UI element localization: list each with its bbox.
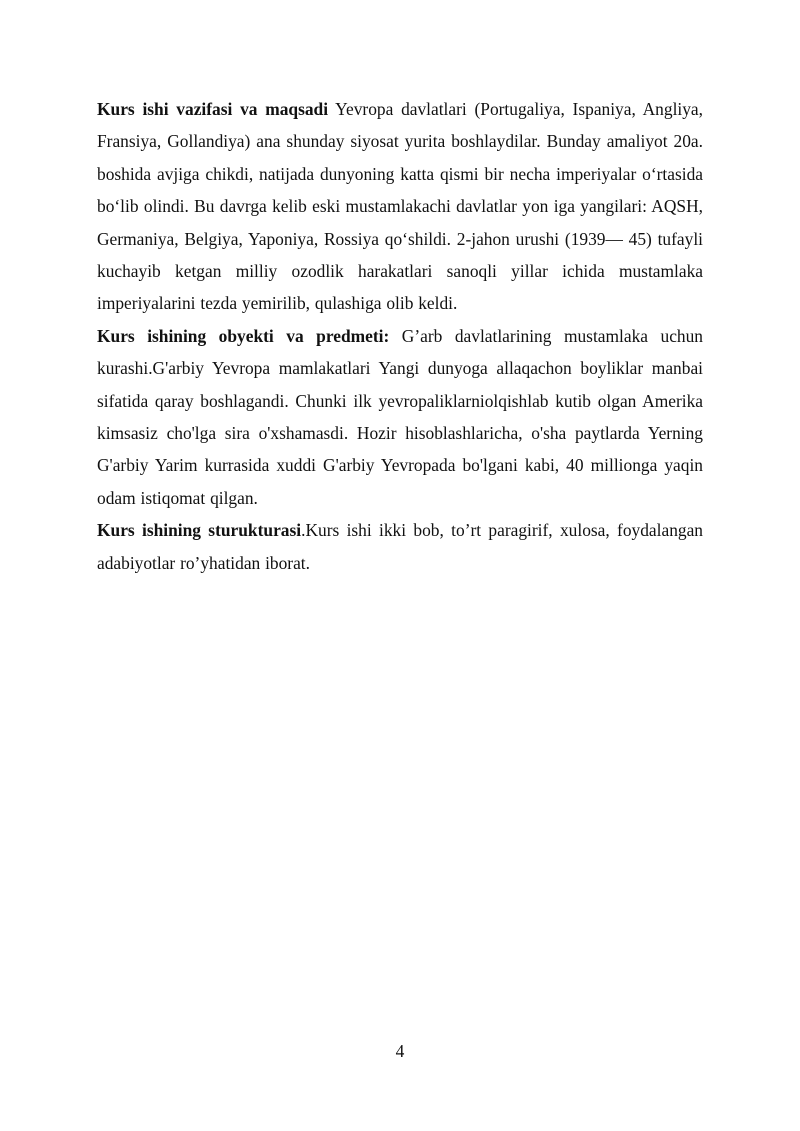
paragraph-text: G’arb davlatlarining mustamlaka uchun kurashi.G'arbiy Yevropa mamlakatlari Yangi dunyoga allaqachon boyliklar manbai sifatida qaray boshlagandi. Chunki ilk yevropaliklarniolqishlab kutib olgan Amerika kimsasiz cho'lga sira o'xshamasdi. Hozir hisoblashlaricha, o'sha paytlarda Yerning G'arbiy Yarim kurrasida xuddi G'arbiy Yevropada bo'lgani kabi, 40 millionga yaqin odam istiqomat qilgan. (97, 325, 704, 508)
paragraph-tasks-and-goals (97, 93, 703, 320)
paragraph-text: .Kurs ishi ikki bob, to’rt paragirif, xulosa, foydalangan adabiyotlar ro’yhatidan iborat. (97, 520, 704, 573)
paragraph-object-and-subject (97, 320, 703, 514)
paragraph-heading: Kurs ishining sturukturasi (97, 520, 302, 541)
paragraph-heading: Kurs ishining obyekti va predmeti: (97, 325, 390, 346)
document-body (97, 93, 703, 579)
page-number: 4 (395, 1041, 405, 1061)
paragraph-heading: Kurs ishi vazifasi va maqsadi (97, 99, 329, 119)
paragraph-structure (97, 514, 703, 579)
paragraph-text: Yevropa davlatlari (Portugaliya, Ispaniya, Angliya, Fransiya, Gollandiya) ana shunday siyosat yurita boshlaydilar. Bunday amaliyot 20a. boshida avjiga chikdi, natijada dunyoning katta qismi bir necha imperiyalar o‘rtasida bo‘lib olindi. Bu davrga kelib eski mustamlakachi davlatlar yon iga yangilari: AQSH, Germaniya, Belgiya, Yaponiya, Rossiya qo‘shildi. 2-jahon urushi (1939— 45) tufayli kuchayib ketgan milliy ozodlik harakatlari sanoqli yillar ichida mustamlaka imperiyalarini tezda yemirilib, qulashiga olib keldi. (97, 99, 703, 314)
